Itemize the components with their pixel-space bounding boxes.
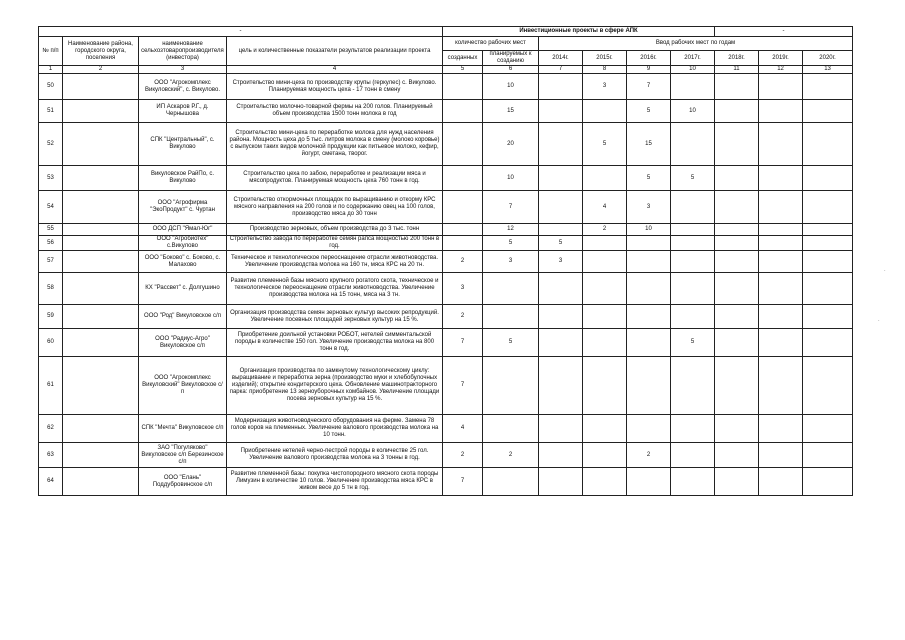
row-year-2015 <box>583 100 627 123</box>
row-jobs-created: 2 <box>443 305 483 329</box>
row-year-2019 <box>759 468 803 496</box>
row-goal: Строительство завода по переработке семян рапса мощностью 200 тонн в год. <box>227 236 443 251</box>
col-number: 7 <box>539 66 583 74</box>
row-year-2018 <box>715 305 759 329</box>
row-year-2015 <box>583 166 627 191</box>
row-year-2015 <box>583 415 627 443</box>
row-goal: Строительство мини-цеха по производству крупы (геркулес) с. Викулово. Планируемая мощность цеха - 17 тонн в смену <box>227 74 443 100</box>
row-year-2015 <box>583 468 627 496</box>
row-year-2014 <box>539 357 583 415</box>
row-year-2017: 5 <box>671 329 715 357</box>
row-producer: ООО "Елань" Поддубровинское с/п <box>139 468 227 496</box>
table-row <box>39 329 853 357</box>
row-year-2019 <box>759 357 803 415</box>
row-jobs-created <box>443 74 483 100</box>
col-number: 1 <box>39 66 63 74</box>
row-year-2014: 3 <box>539 251 583 273</box>
row-jobs-created: 2 <box>443 251 483 273</box>
row-year-2020 <box>803 74 853 100</box>
header-num: № п/п <box>39 37 63 66</box>
row-producer: ООО ДСП "Ямал-Юг" <box>139 224 227 236</box>
header-goal: цель и количественные показатели результатов реализации проекта <box>227 37 443 66</box>
row-district <box>63 357 139 415</box>
row-district <box>63 224 139 236</box>
row-year-2014 <box>539 166 583 191</box>
row-year-2020 <box>803 273 853 305</box>
row-year-2017 <box>671 236 715 251</box>
row-year-2018 <box>715 357 759 415</box>
table-row <box>39 74 853 100</box>
row-goal: Организация производства семян зерновых культур высоких репродукций. Увеличение посевных площадей зерновых культур на 15 %. <box>227 305 443 329</box>
row-year-2016: 5 <box>627 100 671 123</box>
row-year-2017 <box>671 224 715 236</box>
row-jobs-planned: 2 <box>483 443 539 468</box>
row-year-2014 <box>539 123 583 166</box>
row-number: 50 <box>39 74 63 100</box>
header-year-2014: 2014г. <box>539 51 583 66</box>
row-district <box>63 100 139 123</box>
row-number: 51 <box>39 100 63 123</box>
row-year-2017: 10 <box>671 100 715 123</box>
row-year-2019 <box>759 224 803 236</box>
row-goal: Развитие племенной базы мясного крупного рогатого скота, техническое и технологическое переоснащение отрасли животноводства. Увеличение производства молока на 15 тонн, мяса на 3 тн. <box>227 273 443 305</box>
row-number: 56 <box>39 236 63 251</box>
row-district <box>63 443 139 468</box>
row-jobs-created: 7 <box>443 468 483 496</box>
row-year-2019 <box>759 251 803 273</box>
row-year-2017 <box>671 251 715 273</box>
row-jobs-created: 7 <box>443 357 483 415</box>
row-goal: Приобретение доильной установки РОБОТ, нетелей симментальской породы в количестве 150 гол. Увеличение производства молока на 800 тонн в год. <box>227 329 443 357</box>
row-year-2016: 10 <box>627 224 671 236</box>
row-jobs-created: 4 <box>443 415 483 443</box>
row-number: 61 <box>39 357 63 415</box>
row-number: 55 <box>39 224 63 236</box>
row-producer: ООО "Род" Викуловское с/п <box>139 305 227 329</box>
row-year-2018 <box>715 123 759 166</box>
row-year-2018 <box>715 224 759 236</box>
row-year-2019 <box>759 443 803 468</box>
row-year-2019 <box>759 123 803 166</box>
row-jobs-planned: 12 <box>483 224 539 236</box>
row-year-2018 <box>715 191 759 224</box>
row-district <box>63 191 139 224</box>
row-year-2018 <box>715 468 759 496</box>
row-year-2018 <box>715 236 759 251</box>
col-number: 4 <box>227 66 443 74</box>
row-year-2017 <box>671 74 715 100</box>
row-year-2014 <box>539 329 583 357</box>
projects-table <box>38 26 853 496</box>
table-row <box>39 123 853 166</box>
row-year-2020 <box>803 443 853 468</box>
row-year-2016: 5 <box>627 166 671 191</box>
row-producer: СПК "Центральный", с. Викулово <box>139 123 227 166</box>
col-number: 8 <box>583 66 627 74</box>
row-district <box>63 329 139 357</box>
row-goal: Организация производства по замкнутому технологическому циклу: выращивание и переработка зерна (производство муки и хлебобулочных изделий); открытие кондитерского цеха. Обновление машинотракторного парка: приобретение 13 зерноуборочных комбайнов. Увеличение площади посева зерновых культур на 15 %. <box>227 357 443 415</box>
row-goal: Строительство откормочных площадок по выращиванию и откорму КРС мясного направления на 200 голов и по содержанию овец на 100 голов, производство мяса до 30 тонн <box>227 191 443 224</box>
row-goal: Модернизация животноводческого оборудования на ферме. Замена 78 голов коров на племенных. Увеличение валового производства молока на 10 тонн. <box>227 415 443 443</box>
row-year-2016: 15 <box>627 123 671 166</box>
row-producer: ООО "Радиус-Агро" Викуловское с/п <box>139 329 227 357</box>
row-year-2019 <box>759 100 803 123</box>
row-producer: ООО "Боково" с. Боково, с. Малахово <box>139 251 227 273</box>
row-year-2020 <box>803 224 853 236</box>
row-year-2016 <box>627 329 671 357</box>
header-year-2018: 2018г. <box>715 51 759 66</box>
row-number: 64 <box>39 468 63 496</box>
row-producer: ООО "Агрофирма "ЭкоПродукт" с. Чуртан <box>139 191 227 224</box>
row-year-2015 <box>583 305 627 329</box>
column-numbers-row <box>39 66 853 74</box>
row-year-2018 <box>715 273 759 305</box>
row-year-2020 <box>803 329 853 357</box>
row-jobs-planned <box>483 305 539 329</box>
margin-mark: · <box>878 318 880 324</box>
row-district <box>63 166 139 191</box>
row-producer: ИП Аскаров Р.Г., д. Чернышова <box>139 100 227 123</box>
table-row <box>39 166 853 191</box>
row-year-2017 <box>671 357 715 415</box>
row-year-2018 <box>715 251 759 273</box>
col-number: 2 <box>63 66 139 74</box>
row-year-2018 <box>715 74 759 100</box>
row-year-2019 <box>759 166 803 191</box>
row-district <box>63 305 139 329</box>
row-year-2015: 4 <box>583 191 627 224</box>
row-year-2020 <box>803 100 853 123</box>
row-jobs-created <box>443 166 483 191</box>
row-year-2014 <box>539 100 583 123</box>
col-number: 3 <box>139 66 227 74</box>
row-year-2018 <box>715 329 759 357</box>
header-jobs-planned: планируемых к созданию <box>483 51 539 66</box>
row-year-2014 <box>539 415 583 443</box>
row-year-2020 <box>803 251 853 273</box>
col-number: 9 <box>627 66 671 74</box>
row-year-2020 <box>803 305 853 329</box>
row-year-2019 <box>759 273 803 305</box>
row-goal: Строительство молочно-товарной фермы на 200 голов. Планируемый объем производства 1500 тонн молока в год <box>227 100 443 123</box>
row-number: 58 <box>39 273 63 305</box>
row-district <box>63 273 139 305</box>
col-number: 5 <box>443 66 483 74</box>
row-number: 59 <box>39 305 63 329</box>
row-year-2015: 5 <box>583 123 627 166</box>
row-year-2019 <box>759 329 803 357</box>
row-year-2020 <box>803 415 853 443</box>
row-district <box>63 123 139 166</box>
row-jobs-planned <box>483 415 539 443</box>
row-producer: ЗАО "Погуляково" Викуловское с/п Березинское с/п <box>139 443 227 468</box>
row-year-2016: 2 <box>627 443 671 468</box>
table-row <box>39 357 853 415</box>
row-year-2017 <box>671 443 715 468</box>
row-year-2017 <box>671 273 715 305</box>
row-jobs-planned: 3 <box>483 251 539 273</box>
row-number: 57 <box>39 251 63 273</box>
row-year-2017 <box>671 468 715 496</box>
row-goal: Техническое и технологическое переоснащение отрасли животноводства. Увеличение производства молока на 160 тн, мяса КРС на 20 тн. <box>227 251 443 273</box>
row-year-2016 <box>627 468 671 496</box>
row-district <box>63 251 139 273</box>
row-year-2018 <box>715 443 759 468</box>
row-producer: ООО "Агрокомплекс Викуловский", с. Викулово. <box>139 74 227 100</box>
row-number: 62 <box>39 415 63 443</box>
row-year-2020 <box>803 191 853 224</box>
row-jobs-created: 7 <box>443 329 483 357</box>
row-year-2020 <box>803 123 853 166</box>
row-producer: ООО "Агрокомплекс Викуловский" Викуловское с/п <box>139 357 227 415</box>
row-year-2016: 7 <box>627 74 671 100</box>
row-district <box>63 74 139 100</box>
header-year-2016: 2016г. <box>627 51 671 66</box>
row-year-2016 <box>627 273 671 305</box>
header-jobs-group: количество рабочих мест <box>443 37 539 51</box>
row-year-2015: 3 <box>583 74 627 100</box>
table-row <box>39 415 853 443</box>
row-district <box>63 468 139 496</box>
table-row <box>39 305 853 329</box>
table-row <box>39 236 853 251</box>
row-year-2015 <box>583 329 627 357</box>
row-year-2020 <box>803 357 853 415</box>
table-row <box>39 273 853 305</box>
header-year-2019: 2019г. <box>759 51 803 66</box>
header-row-1 <box>39 37 853 51</box>
row-year-2019 <box>759 236 803 251</box>
row-jobs-created: 3 <box>443 273 483 305</box>
table-body <box>39 74 853 496</box>
row-year-2014: 5 <box>539 236 583 251</box>
row-jobs-planned <box>483 357 539 415</box>
col-number: 13 <box>803 66 853 74</box>
row-year-2015: 2 <box>583 224 627 236</box>
investment-projects-sheet <box>38 26 852 496</box>
row-year-2019 <box>759 74 803 100</box>
row-year-2016 <box>627 415 671 443</box>
row-jobs-planned <box>483 468 539 496</box>
row-jobs-planned: 10 <box>483 166 539 191</box>
row-year-2018 <box>715 100 759 123</box>
row-year-2017: 5 <box>671 166 715 191</box>
row-year-2015 <box>583 236 627 251</box>
row-jobs-planned: 10 <box>483 74 539 100</box>
margin-mark: · <box>884 268 886 274</box>
header-year-2017: 2017г. <box>671 51 715 66</box>
table-row <box>39 468 853 496</box>
row-year-2017 <box>671 191 715 224</box>
row-producer: ООО "Агробиотех" с.Викулово <box>139 236 227 251</box>
col-number: 11 <box>715 66 759 74</box>
header-years-group: Ввод рабочих мест по годам <box>539 37 853 51</box>
row-year-2018 <box>715 166 759 191</box>
header-year-2015: 2015г. <box>583 51 627 66</box>
table-row <box>39 224 853 236</box>
row-year-2017 <box>671 305 715 329</box>
row-jobs-planned: 7 <box>483 191 539 224</box>
row-district <box>63 415 139 443</box>
table-row <box>39 443 853 468</box>
row-number: 52 <box>39 123 63 166</box>
row-year-2020 <box>803 236 853 251</box>
table-row <box>39 251 853 273</box>
row-jobs-created: 2 <box>443 443 483 468</box>
row-number: 60 <box>39 329 63 357</box>
row-number: 53 <box>39 166 63 191</box>
row-producer: Викуловское РайПо, с. Викулово <box>139 166 227 191</box>
row-year-2014 <box>539 74 583 100</box>
row-year-2016 <box>627 236 671 251</box>
row-year-2014 <box>539 305 583 329</box>
row-year-2017 <box>671 123 715 166</box>
row-year-2020 <box>803 166 853 191</box>
row-year-2017 <box>671 415 715 443</box>
header-district: Наименование района, городского округа, поселения <box>63 37 139 66</box>
header-producer: наименование сельхозтоваропроизводителя (инвестора) <box>139 37 227 66</box>
row-year-2015 <box>583 443 627 468</box>
col-number: 12 <box>759 66 803 74</box>
row-producer: КХ "Рассвет" с. Долгушино <box>139 273 227 305</box>
row-year-2015 <box>583 273 627 305</box>
header-dot-left: - <box>39 27 443 37</box>
row-goal: Развитие племенной базы: покупка чистопородного мясного скота породы Лимузин в количестве 10 голов. Увеличение производства мяса КРС в живом весе до 5 тн в год. <box>227 468 443 496</box>
header-dot-right: - <box>715 27 853 37</box>
row-year-2020 <box>803 468 853 496</box>
row-year-2014 <box>539 191 583 224</box>
row-number: 63 <box>39 443 63 468</box>
row-goal: Приобретение нетелей черно-пестрой породы в количестве 25 гол. Увеличение валового производства молока на 3 тонны в год. <box>227 443 443 468</box>
row-jobs-planned: 5 <box>483 236 539 251</box>
row-goal: Производство зерновых, объем производства до 3 тыс. тонн <box>227 224 443 236</box>
row-jobs-created <box>443 123 483 166</box>
col-number: 10 <box>671 66 715 74</box>
row-year-2019 <box>759 415 803 443</box>
row-producer: СПК "Мечта" Викуловское с/п <box>139 415 227 443</box>
row-year-2014 <box>539 468 583 496</box>
row-jobs-created <box>443 100 483 123</box>
row-number: 54 <box>39 191 63 224</box>
row-year-2014 <box>539 443 583 468</box>
header-jobs-created: созданных <box>443 51 483 66</box>
row-jobs-created <box>443 224 483 236</box>
row-jobs-planned: 20 <box>483 123 539 166</box>
row-year-2016 <box>627 357 671 415</box>
row-year-2016 <box>627 251 671 273</box>
row-district <box>63 236 139 251</box>
row-year-2018 <box>715 415 759 443</box>
row-goal: Строительство цеха по забою, переработке и реализации мяса и мясопродуктов. Планируемая мощность цеха 760 тонн в год. <box>227 166 443 191</box>
row-year-2016 <box>627 305 671 329</box>
col-number: 6 <box>483 66 539 74</box>
table-row <box>39 191 853 224</box>
row-jobs-created <box>443 191 483 224</box>
row-year-2019 <box>759 191 803 224</box>
row-year-2014 <box>539 224 583 236</box>
row-jobs-planned: 15 <box>483 100 539 123</box>
header-row-top <box>39 27 853 37</box>
row-jobs-planned <box>483 273 539 305</box>
row-year-2014 <box>539 273 583 305</box>
row-goal: Строительство мини-цеха по переработке молока для нужд населения района. Мощность цеха до 5 тыс. литров молока в смену (молоко коровье) с выпуском таких видов молочной продукции как питьевое молоко, кефир, йогурт, сметана, творог. <box>227 123 443 166</box>
row-year-2016: 3 <box>627 191 671 224</box>
header-group-title: Инвестиционные проекты в сфере АПК <box>443 27 715 37</box>
table-row <box>39 100 853 123</box>
row-year-2015 <box>583 251 627 273</box>
row-year-2015 <box>583 357 627 415</box>
row-jobs-created <box>443 236 483 251</box>
header-year-2020: 2020г. <box>803 51 853 66</box>
row-year-2019 <box>759 305 803 329</box>
row-jobs-planned: 5 <box>483 329 539 357</box>
